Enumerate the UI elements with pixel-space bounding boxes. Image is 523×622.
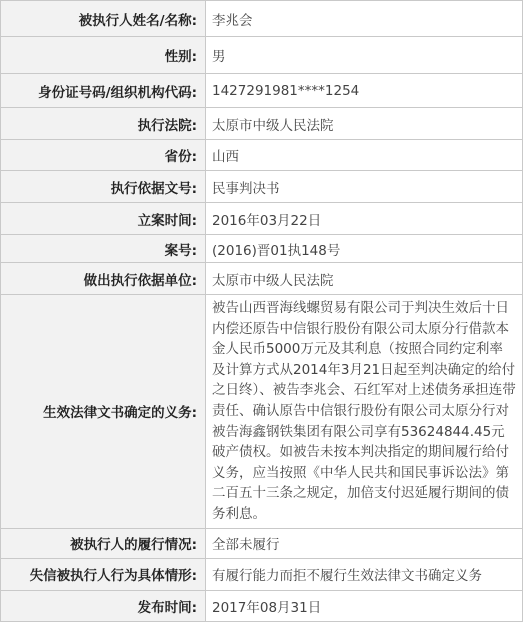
filing-date-value: 2016年03月22日 <box>206 203 523 235</box>
row-dishonest-situation <box>1 558 523 590</box>
row-performance <box>1 528 523 558</box>
row-province <box>1 140 523 171</box>
dishonest-situation-value: 有履行能力而拒不履行生效法律文书确定义务 <box>206 558 523 590</box>
court-value: 太原市中级人民法院 <box>206 108 523 140</box>
row-name <box>1 1 523 37</box>
case-number-value: (2016)晋01执148号 <box>206 235 523 263</box>
gender-value: 男 <box>206 37 523 74</box>
gender-label: 性别: <box>1 37 206 74</box>
row-filing-date <box>1 203 523 235</box>
province-value: 山西 <box>206 140 523 171</box>
publish-date-label: 发布时间: <box>1 590 206 621</box>
row-issuing-unit <box>1 263 523 295</box>
case-number-label: 案号: <box>1 235 206 263</box>
row-case-number <box>1 235 523 263</box>
obligation-value: 被告山西晋海线螺贸易有限公司于判决生效后十日内偿还原告中信银行股份有限公司太原分行借款本金人民币5000万元及其利息（按照合同约定利率及计算方式从2014年3月21日起至判决确定的给付之日终）、被告李兆会、石红军对上述债务承担连带责任、确认原告中信银行股份有限公司太原分行对被告海鑫钢铁集团有限公司享有53624844.45元破产债权。如被告未按本判决指定的期间履行给付义务，应当按照《中华人民共和国民事诉讼法》第二百五十三条之规定，加倍支付迟延履行期间的债务利息。 <box>206 295 523 529</box>
filing-date-label: 立案时间: <box>1 203 206 235</box>
performance-label: 被执行人的履行情况: <box>1 528 206 558</box>
issuing-unit-value: 太原市中级人民法院 <box>206 263 523 295</box>
row-basis-doc <box>1 171 523 203</box>
province-label: 省份: <box>1 140 206 171</box>
basis-doc-label: 执行依据文号: <box>1 171 206 203</box>
issuing-unit-label: 做出执行依据单位: <box>1 263 206 295</box>
publish-date-value: 2017年08月31日 <box>206 590 523 621</box>
id-number-label: 身份证号码/组织机构代码: <box>1 74 206 108</box>
court-label: 执行法院: <box>1 108 206 140</box>
id-number-value: 1427291981****1254 <box>206 74 523 108</box>
row-gender <box>1 37 523 74</box>
performance-value: 全部未履行 <box>206 528 523 558</box>
row-publish-date <box>1 590 523 621</box>
dishonest-situation-label: 失信被执行人行为具体情形: <box>1 558 206 590</box>
row-id-number <box>1 74 523 108</box>
name-value: 李兆会 <box>206 1 523 37</box>
name-label: 被执行人姓名/名称: <box>1 1 206 37</box>
basis-doc-value: 民事判决书 <box>206 171 523 203</box>
row-court <box>1 108 523 140</box>
obligation-label: 生效法律文书确定的义务: <box>1 295 206 529</box>
row-obligation <box>1 295 523 529</box>
